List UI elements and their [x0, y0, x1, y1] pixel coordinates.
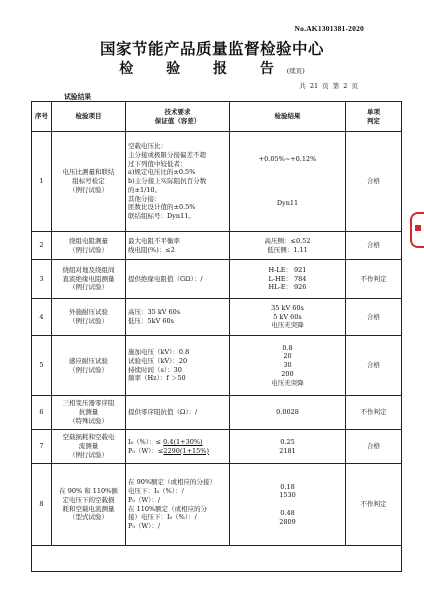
- row-requirement: [126, 430, 230, 464]
- row-no: 8: [32, 464, 52, 546]
- i0-guarantee: 0.4(1+30%): [163, 437, 203, 446]
- p0-guarantee: 2290(1+15%): [163, 446, 210, 455]
- row-no: 4: [32, 299, 52, 336]
- row-result-text: 0.0028: [276, 408, 299, 417]
- table-row: [32, 299, 402, 336]
- report-title-text: 检 验 报 告: [119, 61, 288, 77]
- row-result-text: 高压侧：≤0.52 低压侧：1.11: [264, 236, 311, 254]
- row-requirement-text: 提供绝缘电阻值（GΩ）：/: [128, 274, 203, 283]
- table-row: [32, 396, 402, 430]
- header-item: 检验项目: [52, 102, 126, 132]
- row-verdict: 合格: [346, 299, 402, 336]
- header-verdict-text: 单项 判定: [367, 107, 380, 125]
- row-item: [52, 299, 126, 336]
- row-no: 2: [32, 232, 52, 260]
- row-result-text: 0.25 2181: [279, 437, 296, 455]
- table-row: [32, 260, 402, 299]
- row-requirement: [126, 132, 230, 232]
- table-row: [32, 464, 402, 546]
- row-result: [230, 232, 346, 260]
- row-item: [52, 260, 126, 299]
- row-item-text: 电压比测量和联结 组标号检定 （例行试验）: [62, 168, 115, 194]
- row-requirement: [126, 336, 230, 396]
- empty-cell: [32, 546, 402, 572]
- row-verdict: 合格: [346, 336, 402, 396]
- row-verdict: 不作判定: [346, 260, 402, 299]
- row-no: 5: [32, 336, 52, 396]
- table-row: [32, 232, 402, 260]
- row-requirement-text: 最大电阻不平衡率 线电阻(%)：≤2: [128, 236, 180, 254]
- row-item-text: 空载损耗和空载电 流测量 （例行试验）: [62, 433, 115, 459]
- row-item: [52, 132, 126, 232]
- document-number: No.AK1301381-2020: [294, 24, 364, 33]
- row-result-text: 0.8 20 30 200 电压无突降: [271, 343, 304, 387]
- row-item-text: 在 90% 和 110%额 定电压下的空载损 耗和空载电流测量 （型式试验）: [59, 486, 118, 522]
- report-org-title: 国家节能产品质量监督检验中心: [99, 39, 324, 58]
- results-table: [31, 101, 402, 572]
- row-result: [230, 299, 346, 336]
- row-no: 3: [32, 260, 52, 299]
- row-item-text: 绕组对地及绕组间 直流绝缘电阻测量 （例行试验）: [62, 265, 115, 292]
- row-item-text: 外施耐压试验 （例行试验）: [69, 308, 108, 325]
- header-result: 检验结果: [230, 102, 346, 132]
- table-row: [32, 336, 402, 396]
- table-header-row: [32, 102, 402, 132]
- row-result: [230, 132, 346, 232]
- row-result-text: 35 kV 60s 5 kV 60s 电压无突降: [271, 303, 304, 330]
- row-item-text: 绕组电阻测量 （例行试验）: [69, 236, 108, 254]
- row-requirement-text: 提供零序阻抗值（Ω）：/: [128, 408, 198, 417]
- table-row: [32, 430, 402, 464]
- row-requirement: [126, 232, 230, 260]
- table-row: [32, 132, 402, 232]
- row-item-text: 感应耐压试验 （例行试验）: [69, 356, 108, 374]
- row-item: [52, 464, 126, 546]
- row-result-text: +0.05%~+0.12% Dyn11: [258, 155, 317, 208]
- header-requirement-text: 技术要求 保证值（容差）: [154, 107, 201, 125]
- row-item: [52, 396, 126, 430]
- i0-label: I₀（%）：≤: [128, 437, 164, 446]
- row-result: [230, 430, 346, 464]
- row-requirement: [126, 464, 230, 546]
- row-item: [52, 232, 126, 260]
- row-item: [52, 336, 126, 396]
- row-item-text: 三相变压器零序阻 抗测量 （特殊试验）: [62, 399, 115, 425]
- row-item: [52, 430, 126, 464]
- row-requirement: [126, 299, 230, 336]
- row-requirement-text: 施加电压（kV）：0.8 试验电压（kV）：20 持续时间（s）：30 频率（Hz）：f ＞50: [128, 347, 190, 383]
- row-verdict: 合格: [346, 232, 402, 260]
- row-verdict: 不作判定: [346, 396, 402, 430]
- row-requirement-text: 在 90%额定（或相应的分接） 电压下：I₀（%）：/ P₀（W）：/ 在 110%额定（或相应的分 接）电压下：I₀（%）：/ P₀（W）：/: [128, 478, 217, 531]
- p0-label: P₀（W）：≤: [128, 446, 164, 455]
- seal-stamp-icon: [410, 212, 424, 248]
- header-verdict: [346, 102, 402, 132]
- row-result-text: H-LE： 921 L-HE： 784 HL-E： 926: [268, 265, 307, 292]
- row-verdict: 合格: [346, 132, 402, 232]
- page-info: 共 21 页 第 2 页: [299, 82, 358, 90]
- row-requirement-text: 高压：35 kV 60s 低压：5kV 60s: [128, 308, 181, 325]
- row-requirement: [126, 396, 230, 430]
- row-result: [230, 336, 346, 396]
- row-no: 7: [32, 430, 52, 464]
- row-result: [230, 464, 346, 546]
- row-verdict: 合格: [346, 430, 402, 464]
- row-result-text: 0.18 1530 0.48 2809: [279, 482, 296, 526]
- row-verdict: 不作判定: [346, 464, 402, 546]
- section-title: 试验结果: [64, 93, 92, 101]
- row-requirement-text: 空载电压比： 主分接或极限分接偏差不超 过下列值中较低者： a)规定电压比的±0.5% b)主分接上实际阻抗百分数 的±1/10。 其他分接： 匝数比设计值的±0.5% 联结组标号：Dyn11。: [128, 142, 207, 221]
- report-title: [0, 58, 424, 78]
- row-result: [230, 396, 346, 430]
- header-no: 序号: [32, 102, 52, 132]
- header-requirement: [126, 102, 230, 132]
- table-row-empty: [32, 546, 402, 572]
- row-no: 6: [32, 396, 52, 430]
- continued-label: (续页): [286, 67, 305, 75]
- row-no: 1: [32, 132, 52, 232]
- row-requirement: [126, 260, 230, 299]
- row-result: [230, 260, 346, 299]
